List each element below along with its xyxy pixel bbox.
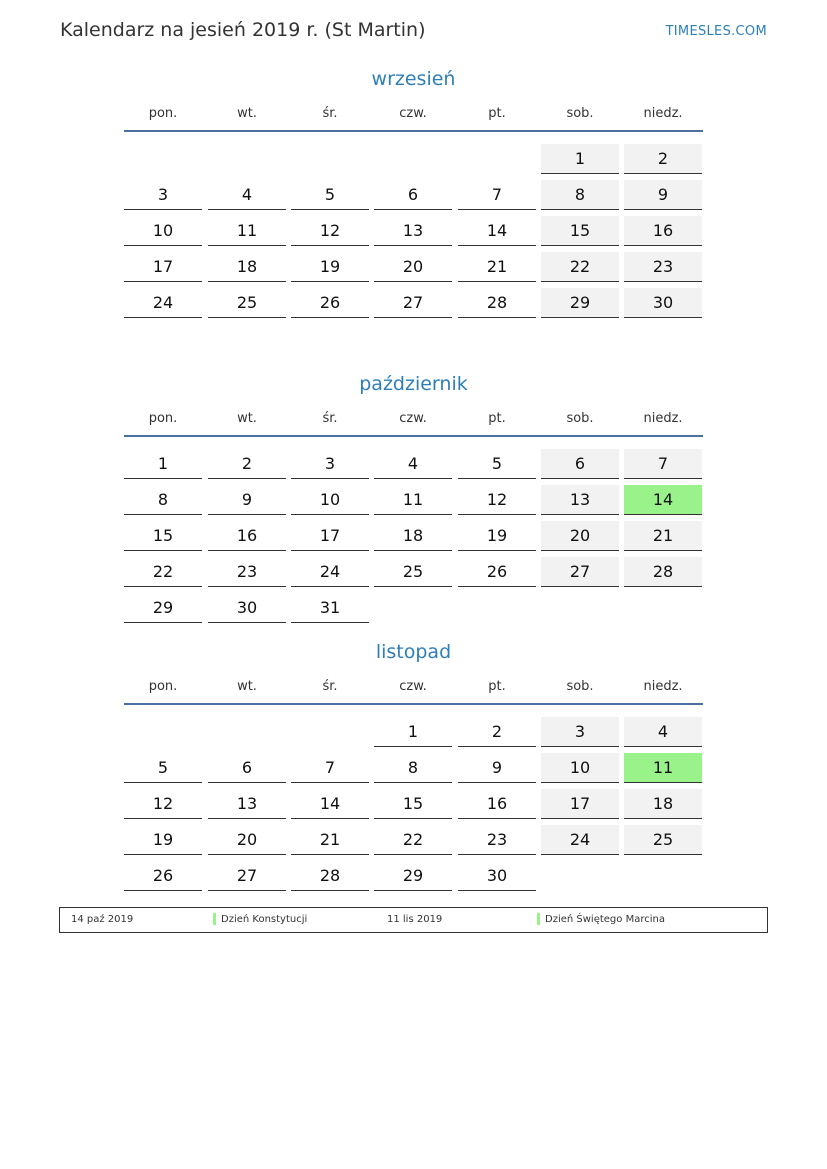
day-cell[interactable]: 20 bbox=[208, 825, 286, 855]
weekday-label: niedz. bbox=[643, 679, 683, 694]
day-cell[interactable]: 13 bbox=[541, 485, 619, 515]
day-cell[interactable]: 29 bbox=[374, 861, 452, 891]
weekday-label: śr. bbox=[322, 679, 338, 694]
day-cell[interactable]: 17 bbox=[291, 521, 369, 551]
holiday-legend bbox=[59, 907, 768, 933]
day-cell[interactable]: 30 bbox=[208, 593, 286, 623]
month-name: listopad bbox=[375, 641, 452, 663]
weekday-label: pt. bbox=[488, 679, 506, 694]
day-cell[interactable]: 9 bbox=[458, 753, 536, 783]
day-cell[interactable]: 1 bbox=[124, 449, 202, 479]
day-cell[interactable]: 14 bbox=[624, 485, 702, 515]
day-cell[interactable]: 24 bbox=[291, 557, 369, 587]
day-cell[interactable]: 7 bbox=[624, 449, 702, 479]
day-cell[interactable]: 1 bbox=[374, 717, 452, 747]
day-cell[interactable]: 27 bbox=[374, 288, 452, 318]
day-cell[interactable]: 26 bbox=[124, 861, 202, 891]
day-cell[interactable]: 16 bbox=[458, 789, 536, 819]
legend-date-1: 14 paź 2019 bbox=[71, 914, 134, 925]
weekday-label: niedz. bbox=[643, 106, 683, 121]
day-cell[interactable]: 17 bbox=[541, 789, 619, 819]
day-cell[interactable]: 29 bbox=[541, 288, 619, 318]
day-cell[interactable]: 16 bbox=[208, 521, 286, 551]
weekday-label: śr. bbox=[322, 106, 338, 121]
weekday-label: czw. bbox=[399, 411, 427, 426]
day-cell[interactable]: 8 bbox=[124, 485, 202, 515]
day-cell[interactable]: 15 bbox=[124, 521, 202, 551]
weekday-label: czw. bbox=[399, 106, 427, 121]
header-rule bbox=[124, 703, 703, 705]
day-cell[interactable]: 3 bbox=[291, 449, 369, 479]
day-cell[interactable]: 31 bbox=[291, 593, 369, 623]
weekday-label: sob. bbox=[566, 411, 594, 426]
day-cell[interactable]: 5 bbox=[458, 449, 536, 479]
day-cell[interactable]: 19 bbox=[124, 825, 202, 855]
day-cell[interactable]: 25 bbox=[624, 825, 702, 855]
day-cell[interactable]: 21 bbox=[624, 521, 702, 551]
day-cell[interactable]: 7 bbox=[291, 753, 369, 783]
month-name: wrzesień bbox=[371, 68, 456, 90]
weekday-label: pt. bbox=[488, 411, 506, 426]
day-cell[interactable]: 23 bbox=[458, 825, 536, 855]
weekday-label: wt. bbox=[237, 106, 257, 121]
day-cell[interactable]: 28 bbox=[291, 861, 369, 891]
day-cell[interactable]: 22 bbox=[541, 252, 619, 282]
day-cell[interactable]: 24 bbox=[541, 825, 619, 855]
day-cell[interactable]: 26 bbox=[291, 288, 369, 318]
day-cell[interactable]: 23 bbox=[624, 252, 702, 282]
day-cell[interactable]: 18 bbox=[624, 789, 702, 819]
weekday-label: pt. bbox=[488, 106, 506, 121]
day-cell[interactable]: 6 bbox=[541, 449, 619, 479]
month-name: październik bbox=[359, 373, 468, 395]
legend-label-2: Dzień Świętego Marcina bbox=[545, 914, 665, 925]
day-cell[interactable]: 16 bbox=[624, 216, 702, 246]
day-cell[interactable]: 12 bbox=[124, 789, 202, 819]
weekday-label: wt. bbox=[237, 411, 257, 426]
day-cell[interactable]: 13 bbox=[374, 216, 452, 246]
weekday-header-row bbox=[124, 679, 704, 699]
day-cell[interactable]: 2 bbox=[458, 717, 536, 747]
legend-color-swatch-2 bbox=[537, 913, 540, 925]
day-cell[interactable]: 1 bbox=[541, 144, 619, 174]
weekday-label: sob. bbox=[566, 679, 594, 694]
header-rule bbox=[124, 435, 703, 437]
day-cell[interactable]: 4 bbox=[374, 449, 452, 479]
day-cell[interactable]: 19 bbox=[291, 252, 369, 282]
day-cell[interactable]: 6 bbox=[208, 753, 286, 783]
weekday-header-row bbox=[124, 106, 704, 126]
header-rule bbox=[124, 130, 703, 132]
day-cell[interactable]: 12 bbox=[291, 216, 369, 246]
day-cell[interactable]: 17 bbox=[124, 252, 202, 282]
day-cell[interactable]: 28 bbox=[624, 557, 702, 587]
weekday-label: pon. bbox=[148, 411, 178, 426]
day-cell[interactable]: 14 bbox=[291, 789, 369, 819]
day-cell[interactable]: 4 bbox=[208, 180, 286, 210]
day-cell[interactable]: 28 bbox=[458, 288, 536, 318]
day-cell[interactable]: 3 bbox=[541, 717, 619, 747]
day-cell[interactable]: 10 bbox=[124, 216, 202, 246]
weekday-label: śr. bbox=[322, 411, 338, 426]
weekday-label: niedz. bbox=[643, 411, 683, 426]
day-cell[interactable]: 18 bbox=[208, 252, 286, 282]
day-cell[interactable]: 8 bbox=[541, 180, 619, 210]
day-cell[interactable]: 27 bbox=[208, 861, 286, 891]
day-cell[interactable]: 7 bbox=[458, 180, 536, 210]
day-cell[interactable]: 23 bbox=[208, 557, 286, 587]
weekday-label: sob. bbox=[566, 106, 594, 121]
page-title: Kalendarz na jesień 2019 r. (St Martin) bbox=[60, 19, 426, 41]
day-cell[interactable]: 30 bbox=[624, 288, 702, 318]
day-cell[interactable]: 3 bbox=[124, 180, 202, 210]
day-cell[interactable]: 6 bbox=[374, 180, 452, 210]
legend-color-swatch-1 bbox=[213, 913, 216, 925]
day-cell[interactable]: 10 bbox=[291, 485, 369, 515]
site-link[interactable]: TIMESLES.COM bbox=[665, 24, 767, 39]
day-cell[interactable]: 2 bbox=[208, 449, 286, 479]
day-cell[interactable]: 11 bbox=[208, 216, 286, 246]
day-cell[interactable]: 5 bbox=[291, 180, 369, 210]
day-cell[interactable]: 4 bbox=[624, 717, 702, 747]
day-cell[interactable]: 9 bbox=[624, 180, 702, 210]
day-cell[interactable]: 14 bbox=[458, 216, 536, 246]
legend-label-1: Dzień Konstytucji bbox=[221, 914, 308, 925]
day-cell[interactable]: 13 bbox=[208, 789, 286, 819]
day-cell[interactable]: 26 bbox=[458, 557, 536, 587]
day-cell[interactable]: 5 bbox=[124, 753, 202, 783]
day-cell[interactable]: 12 bbox=[458, 485, 536, 515]
day-cell[interactable]: 19 bbox=[458, 521, 536, 551]
day-cell[interactable]: 11 bbox=[624, 753, 702, 783]
day-cell[interactable]: 11 bbox=[374, 485, 452, 515]
day-cell[interactable]: 22 bbox=[124, 557, 202, 587]
day-cell[interactable]: 24 bbox=[124, 288, 202, 318]
day-cell[interactable]: 8 bbox=[374, 753, 452, 783]
day-cell[interactable]: 30 bbox=[458, 861, 536, 891]
weekday-label: czw. bbox=[399, 679, 427, 694]
weekday-label: pon. bbox=[148, 106, 178, 121]
day-cell[interactable]: 27 bbox=[541, 557, 619, 587]
day-cell[interactable]: 9 bbox=[208, 485, 286, 515]
day-cell[interactable]: 18 bbox=[374, 521, 452, 551]
day-cell[interactable]: 10 bbox=[541, 753, 619, 783]
day-cell[interactable]: 22 bbox=[374, 825, 452, 855]
day-cell[interactable]: 15 bbox=[541, 216, 619, 246]
weekday-header-row bbox=[124, 411, 704, 431]
legend-date-2: 11 lis 2019 bbox=[387, 914, 443, 925]
day-cell[interactable]: 15 bbox=[374, 789, 452, 819]
day-cell[interactable]: 25 bbox=[374, 557, 452, 587]
day-cell[interactable]: 29 bbox=[124, 593, 202, 623]
day-cell[interactable]: 21 bbox=[291, 825, 369, 855]
day-cell[interactable]: 20 bbox=[374, 252, 452, 282]
day-cell[interactable]: 21 bbox=[458, 252, 536, 282]
weekday-label: wt. bbox=[237, 679, 257, 694]
day-cell[interactable]: 2 bbox=[624, 144, 702, 174]
day-cell[interactable]: 20 bbox=[541, 521, 619, 551]
day-cell[interactable]: 25 bbox=[208, 288, 286, 318]
weekday-label: pon. bbox=[148, 679, 178, 694]
